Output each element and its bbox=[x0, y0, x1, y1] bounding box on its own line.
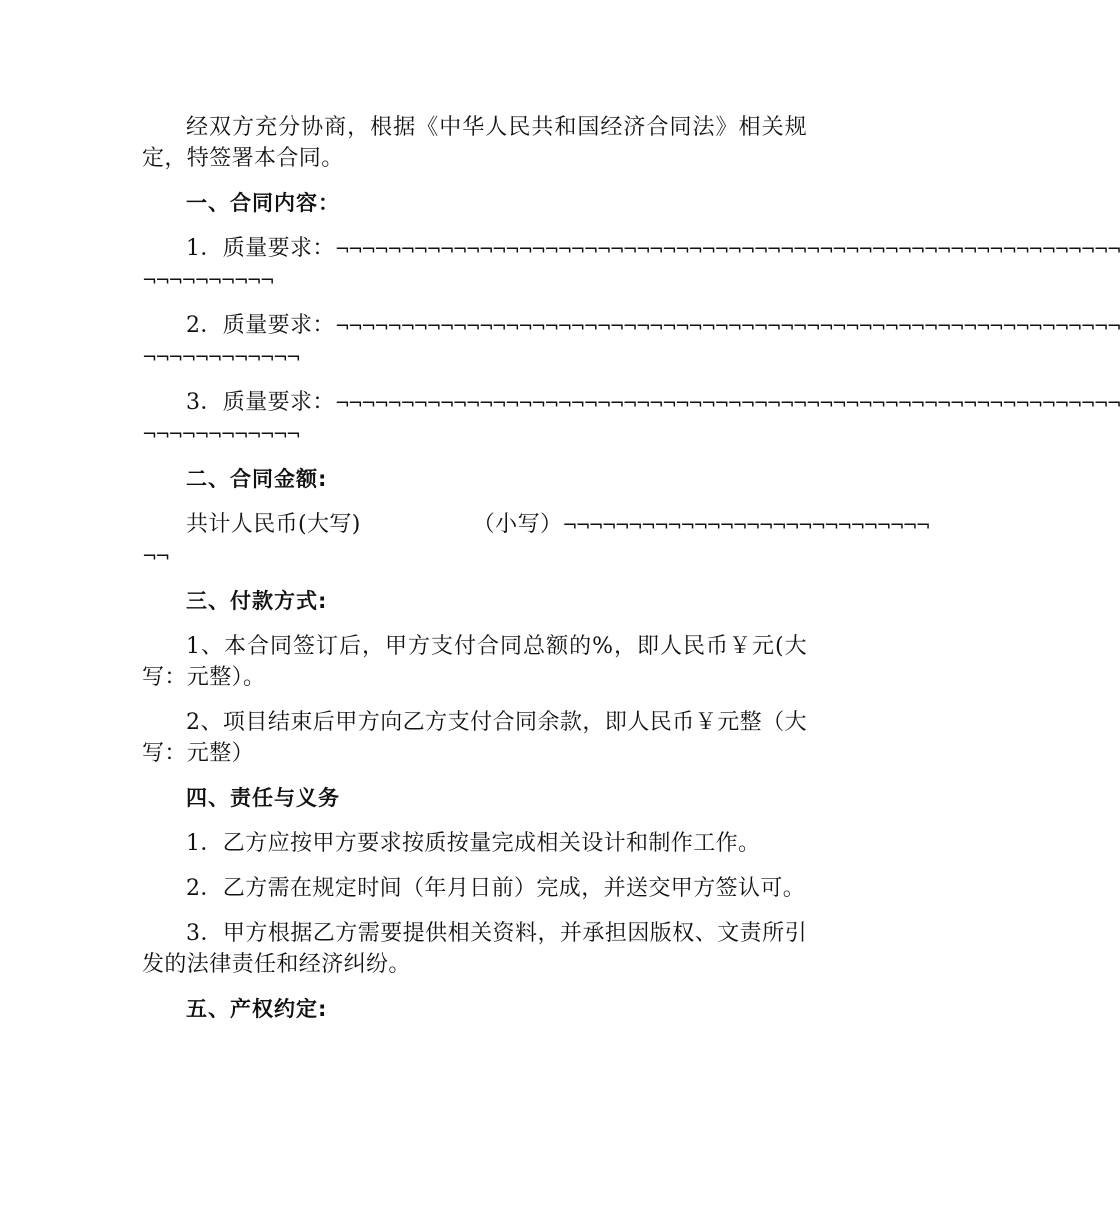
blank-fill-line: ¬¬¬¬¬¬¬¬¬¬¬¬¬¬¬¬¬¬¬¬¬¬¬¬¬¬¬¬ bbox=[562, 514, 929, 536]
section-1-heading: 一、合同内容： bbox=[186, 191, 340, 215]
contract-amount-line bbox=[142, 509, 929, 572]
duty-clause-2: 2．乙方需在规定时间（年月日前）完成，并送交甲方签认可。 bbox=[186, 876, 806, 901]
blank-fill-line: ¬¬ bbox=[142, 546, 169, 567]
intro-paragraph: 经双方充分协商，根据《中华人民共和国经济合同法》相关规定，特签署本合同。 bbox=[142, 115, 807, 171]
amount-capital-label: 共计人民币(大写) bbox=[186, 512, 361, 537]
payment-clause-1: 1、本合同签订后，甲方支付合同总额的%，即人民币￥元(大写：元整）。 bbox=[142, 634, 807, 690]
quality-requirement-3 bbox=[142, 387, 1120, 450]
blank-fill-line: ¬¬¬¬¬¬¬¬¬¬¬¬¬¬¬¬¬¬¬¬¬¬¬¬¬¬¬¬¬¬¬¬¬¬¬¬¬¬¬¬¬¬¬¬¬¬¬¬¬¬¬¬¬¬¬¬¬¬¬¬ bbox=[334, 315, 1120, 337]
quality-requirement-2 bbox=[142, 310, 1120, 373]
blank-fill-line: ¬¬¬¬¬¬¬¬¬¬¬¬ bbox=[142, 347, 299, 368]
blank-fill-line: ¬¬¬¬¬¬¬¬¬¬ bbox=[142, 270, 273, 291]
quality-requirement-1 bbox=[142, 233, 1120, 296]
duty-clause-3: 3．甲方根据乙方需要提供相关资料，并承担因版权、文责所引发的法律责任和经济纠纷。 bbox=[142, 921, 807, 977]
quality-requirement-2-label: 2．质量要求： bbox=[186, 313, 335, 338]
section-2-heading: 二、合同金额: bbox=[186, 467, 328, 491]
blank-fill-line: ¬¬¬¬¬¬¬¬¬¬¬¬¬¬¬¬¬¬¬¬¬¬¬¬¬¬¬¬¬¬¬¬¬¬¬¬¬¬¬¬¬¬¬¬¬¬¬¬¬¬¬¬¬¬¬¬¬¬¬¬ bbox=[334, 238, 1120, 260]
quality-requirement-3-label: 3．质量要求： bbox=[186, 390, 335, 415]
blank-fill-line: ¬¬¬¬¬¬¬¬¬¬¬¬ bbox=[142, 424, 299, 445]
section-4-heading: 四、责任与义务 bbox=[186, 786, 340, 810]
blank-fill-line: ¬¬¬¬¬¬¬¬¬¬¬¬¬¬¬¬¬¬¬¬¬¬¬¬¬¬¬¬¬¬¬¬¬¬¬¬¬¬¬¬¬¬¬¬¬¬¬¬¬¬¬¬¬¬¬¬¬¬¬¬ bbox=[334, 392, 1120, 414]
quality-requirement-1-label: 1．质量要求： bbox=[186, 236, 335, 261]
contract-page bbox=[142, 112, 1120, 1039]
amount-small-label: （小写） bbox=[472, 512, 563, 537]
section-5-heading: 五、产权约定: bbox=[186, 997, 328, 1021]
duty-clause-1: 1．乙方应按甲方要求按质按量完成相关设计和制作工作。 bbox=[186, 831, 761, 856]
payment-clause-2: 2、项目结束后甲方向乙方支付合同余款，即人民币￥元整（大写：元整） bbox=[142, 710, 807, 766]
section-3-heading: 三、付款方式: bbox=[186, 589, 328, 613]
